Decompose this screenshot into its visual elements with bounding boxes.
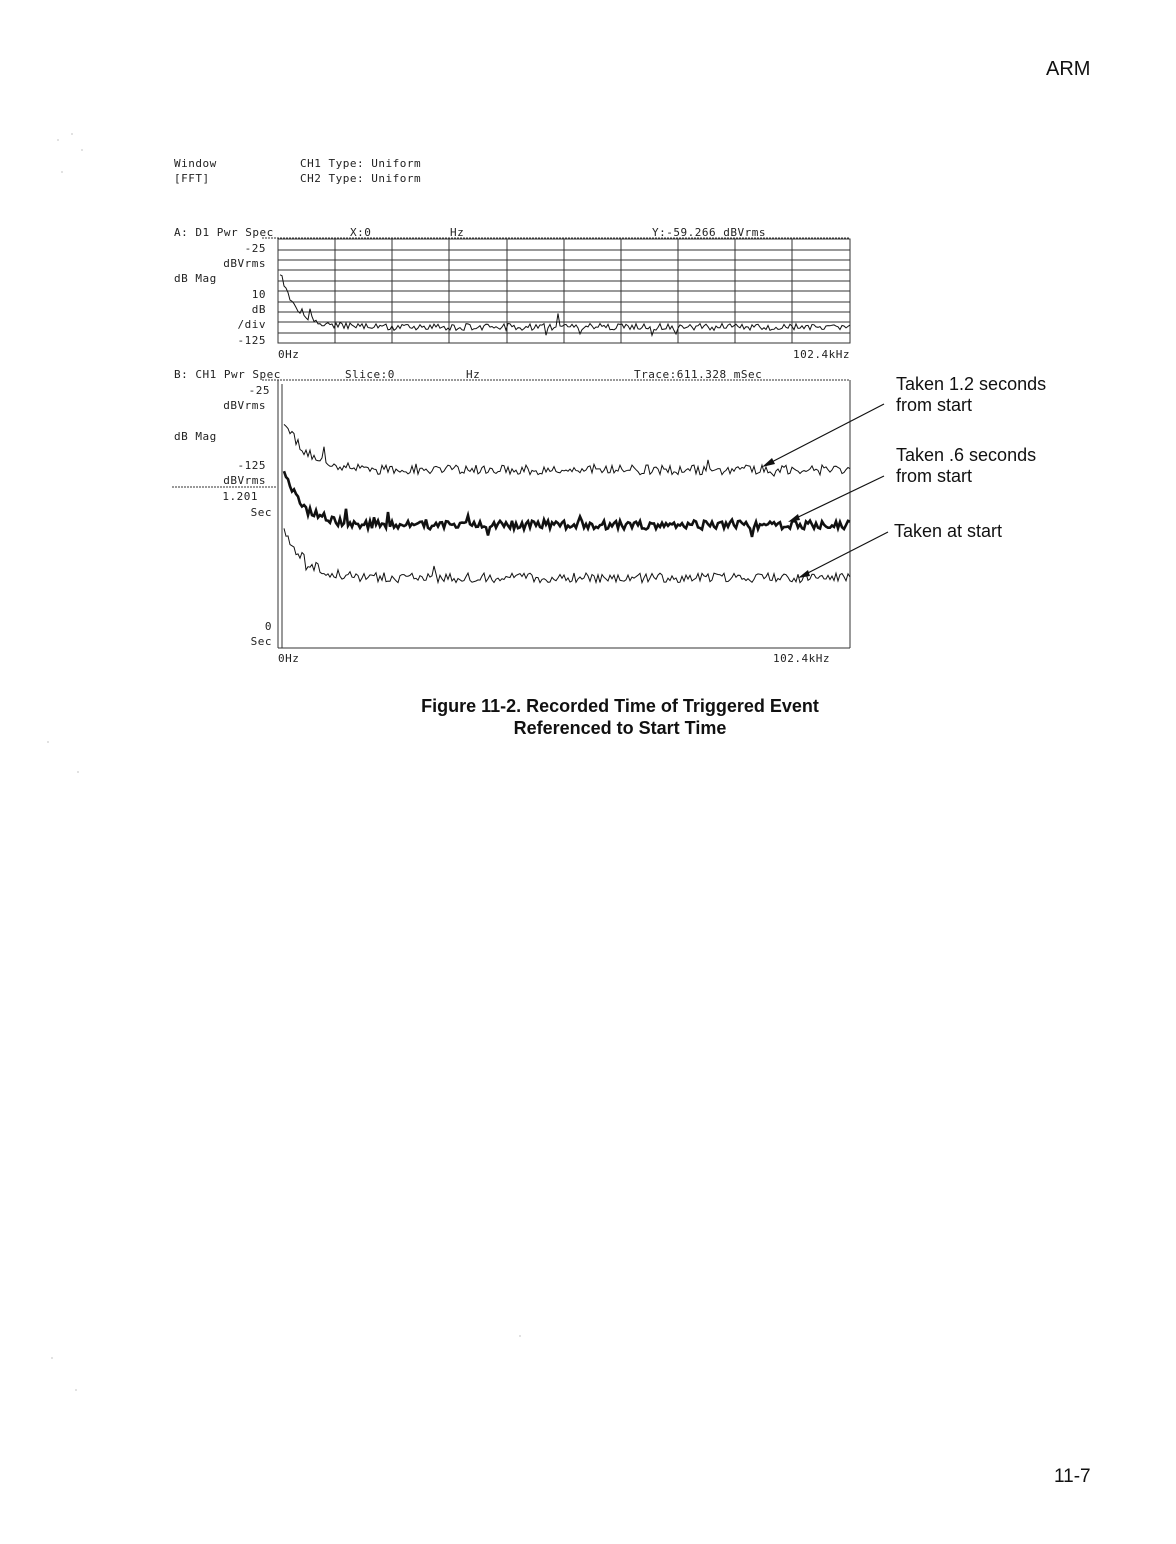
trace-a-spectrum-line: [280, 275, 850, 336]
trace-b-x-end: 102.4kHz: [773, 652, 830, 665]
trace-b-spectrum-start: [284, 528, 850, 582]
window-mode: [FFT]: [174, 172, 210, 185]
leader-start: [800, 532, 888, 577]
trace-b-scale-type: dB Mag: [174, 430, 217, 443]
trace-a-x-unit: Hz: [450, 226, 465, 239]
trace-a-y-marker: Y:-59.266 dBVrms: [652, 226, 766, 239]
trace-a-x-start: 0Hz: [278, 348, 300, 361]
trace-b-frame: [278, 380, 850, 648]
section-header-tag: ARM: [1046, 58, 1091, 80]
trace-b-bottom-unit: dBVrms: [223, 474, 266, 487]
ch1-type: CH1 Type: Uniform: [300, 157, 422, 170]
trace-b-time-top-unit: Sec: [250, 506, 272, 519]
trace-b-trace-marker: Trace:611.328 mSec: [634, 368, 763, 381]
callout-leaders: [764, 404, 888, 577]
trace-b-bottom-value: -125: [237, 459, 266, 472]
ch2-type: CH2 Type: Uniform: [300, 172, 422, 185]
leader-1-2s: [764, 404, 884, 466]
trace-a-scale-value: 10: [251, 288, 266, 301]
trace-a-x-end: 102.4kHz: [793, 348, 850, 361]
trace-b-spectrum-0-6s: [284, 471, 850, 537]
trace-b-spectrum-1-2s: [284, 424, 850, 476]
callout-taken-at-start: Taken at start: [894, 521, 1003, 541]
figure-caption: [330, 695, 910, 739]
trace-b-time-top-value: 1.201: [222, 490, 258, 503]
page-number: 11-7: [1054, 1466, 1091, 1487]
leader-0-6s: [790, 476, 884, 521]
figure-caption-line-1: Figure 11-2. Recorded Time of Triggered Event: [421, 696, 819, 716]
trace-b-x-unit: Hz: [466, 368, 481, 381]
window-label: Window: [174, 157, 217, 170]
callout-arrowheads: [762, 458, 810, 578]
callout-taken-1-2-seconds: Taken 1.2 seconds from start: [896, 374, 1047, 415]
trace-b-x-start: 0Hz: [278, 652, 300, 665]
callout-taken-0-6-seconds: Taken .6 seconds from start: [896, 445, 1037, 486]
trace-a-scale-unit: dB: [251, 303, 266, 316]
trace-b-top-value: -25: [248, 384, 270, 397]
figure-caption-line-2: Referenced to Start Time: [513, 718, 727, 738]
trace-a-title: A: D1 Pwr Spec: [174, 226, 274, 239]
trace-b-time-bottom-value: 0: [264, 620, 272, 633]
trace-b-title: B: CH1 Pwr Spec: [174, 368, 281, 381]
trace-b-top-unit: dBVrms: [223, 399, 266, 412]
trace-a-bottom-value: -125: [237, 334, 266, 347]
trace-a-x-marker: X:0: [350, 226, 372, 239]
trace-a-scale-per: /div: [237, 318, 266, 331]
trace-a-top-unit: dBVrms: [223, 257, 266, 270]
trace-a-scale-type: dB Mag: [174, 272, 217, 285]
trace-a-top-value: -25: [244, 242, 266, 255]
trace-b-time-bottom-unit: Sec: [250, 635, 272, 648]
trace-b-slice: Slice:0: [345, 368, 395, 381]
